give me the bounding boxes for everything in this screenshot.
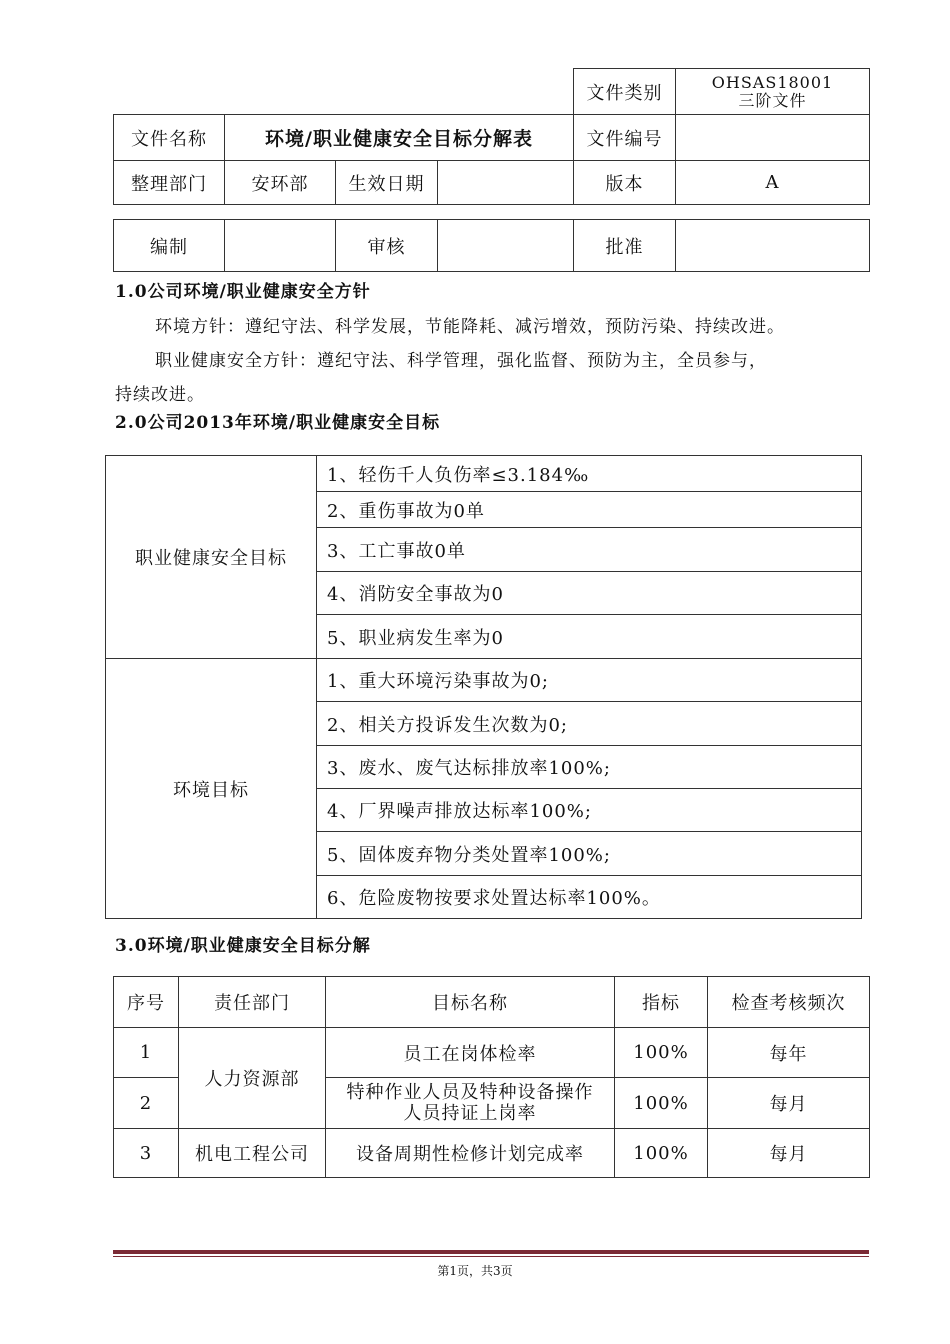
row-target-line2: 人员持证上岗率 xyxy=(403,1103,537,1124)
section1-heading: 1.0公司环境/职业健康安全方针 xyxy=(115,282,371,302)
col-header-no: 序号 xyxy=(114,977,179,1028)
row-target: 设备周期性检修计划完成率 xyxy=(326,1129,615,1178)
footer-divider xyxy=(113,1256,869,1257)
ohs-policy-line1: 职业健康安全方针：遵纪守法、科学管理，强化监督、预防为主，全员参与， xyxy=(155,351,767,371)
ohs-item: 1、轻伤千人负伤率≤3.184‰ xyxy=(317,456,862,492)
row-no: 3 xyxy=(114,1129,179,1178)
col-header-freq: 检查考核频次 xyxy=(708,977,870,1028)
category-value-line2: 三阶文件 xyxy=(738,90,807,110)
table-row xyxy=(114,1129,870,1178)
row-target-line1: 特种作业人员及特种设备操作 xyxy=(346,1082,594,1103)
row-dept: 机电工程公司 xyxy=(179,1129,326,1178)
row-index: 100% xyxy=(615,1028,708,1078)
date-label: 生效日期 xyxy=(336,161,438,205)
ohs-item: 4、消防安全事故为0 xyxy=(317,572,862,615)
dept-value: 安环部 xyxy=(225,161,336,205)
col-header-index: 指标 xyxy=(615,977,708,1028)
number-label: 文件编号 xyxy=(574,115,676,161)
env-objectives-label: 环境目标 xyxy=(106,659,317,919)
row-target: 员工在岗体检率 xyxy=(326,1028,615,1078)
col-header-target: 目标名称 xyxy=(326,977,615,1028)
breakdown-table xyxy=(113,976,870,1178)
page-number: 第1页，共3页 xyxy=(437,1264,513,1278)
name-label: 文件名称 xyxy=(114,115,225,161)
env-item: 6、危险废物按要求处置达标率100%。 xyxy=(317,876,862,919)
review-label: 审核 xyxy=(336,220,438,272)
row-freq: 每月 xyxy=(708,1129,870,1178)
ohs-policy-line2: 持续改进。 xyxy=(115,385,205,405)
row-dept: 人力资源部 xyxy=(179,1028,326,1129)
env-item: 1、重大环境污染事故为0; xyxy=(317,659,862,702)
category-label: 文件类别 xyxy=(574,69,676,115)
section3-heading: 3.0环境/职业健康安全目标分解 xyxy=(115,936,371,956)
row-no: 1 xyxy=(114,1028,179,1078)
ohs-item: 5、职业病发生率为0 xyxy=(317,615,862,659)
version-value: A xyxy=(676,161,870,205)
category-value-line1: OHSAS18001 xyxy=(711,72,834,92)
footer-divider xyxy=(113,1250,869,1254)
row-target xyxy=(326,1078,615,1129)
ohs-objectives-label: 职业健康安全目标 xyxy=(106,456,317,659)
header-blank xyxy=(114,69,574,115)
category-value xyxy=(676,69,870,115)
objectives-table xyxy=(105,455,862,919)
approve-label: 批准 xyxy=(574,220,676,272)
row-index: 100% xyxy=(615,1129,708,1178)
prepare-value xyxy=(225,220,336,272)
header-table xyxy=(113,68,870,205)
row-no: 2 xyxy=(114,1078,179,1129)
ohs-item: 3、工亡事故0单 xyxy=(317,528,862,572)
env-item: 4、厂界噪声排放达标率100%; xyxy=(317,789,862,832)
approve-value xyxy=(676,220,870,272)
col-header-dept: 责任部门 xyxy=(179,977,326,1028)
dept-label: 整理部门 xyxy=(114,161,225,205)
version-label: 版本 xyxy=(574,161,676,205)
row-freq: 每年 xyxy=(708,1028,870,1078)
section2-heading: 2.0公司2013年环境/职业健康安全目标 xyxy=(115,413,441,433)
row-index: 100% xyxy=(615,1078,708,1129)
prepare-label: 编制 xyxy=(114,220,225,272)
number-value xyxy=(676,115,870,161)
date-value xyxy=(438,161,574,205)
approval-table xyxy=(113,219,870,272)
env-policy: 环境方针：遵纪守法、科学发展，节能降耗、减污增效，预防污染、持续改进。 xyxy=(155,317,785,337)
env-item: 2、相关方投诉发生次数为0; xyxy=(317,702,862,746)
ohs-item: 2、重伤事故为0单 xyxy=(317,492,862,528)
review-value xyxy=(438,220,574,272)
env-item: 3、废水、废气达标排放率100%; xyxy=(317,746,862,789)
name-value: 环境/职业健康安全目标分解表 xyxy=(225,115,574,161)
table-row xyxy=(114,1028,870,1078)
row-freq: 每月 xyxy=(708,1078,870,1129)
env-item: 5、固体废弃物分类处置率100%; xyxy=(317,832,862,876)
